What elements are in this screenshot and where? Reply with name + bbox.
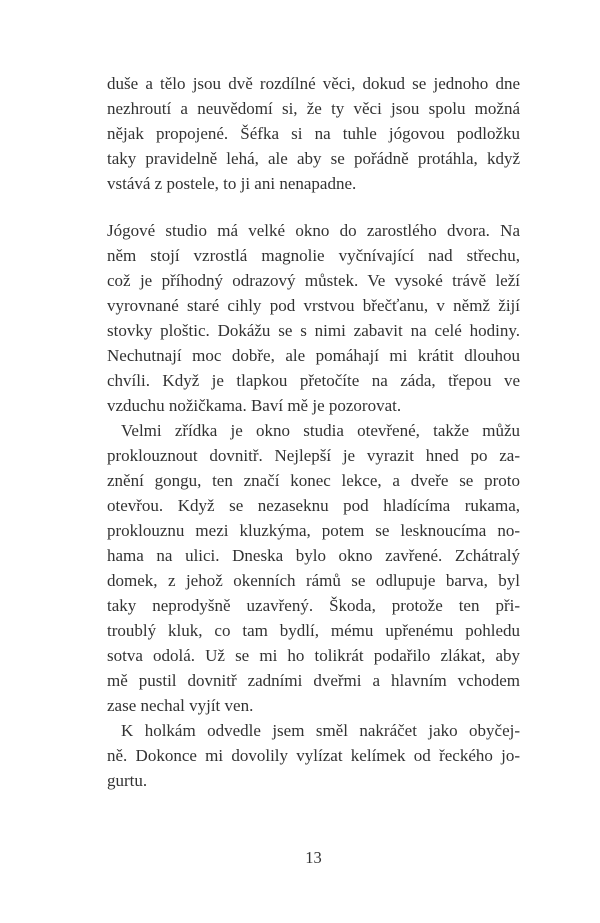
text-line: vstává z postele, to ji ani nenapadne.: [107, 174, 357, 193]
text-line: K holkám odvedle jsem směl nakráčet jako obyčej-: [121, 721, 520, 740]
text-line: nezhroutí a neuvědomí si, že ty věci jsou spolu možná: [107, 99, 520, 118]
text-line: Nechutnají moc dobře, ale pomáhají mi krátit dlouhou: [107, 346, 520, 365]
text-line: gurtu.: [107, 771, 148, 790]
page-number: 13: [305, 848, 322, 867]
text-line: stovky ploštic. Dokážu se s nimi zabavit na celé hodiny.: [107, 321, 520, 340]
text-line: duše a tělo jsou dvě rozdílné věci, dokud se jednoho dne: [107, 74, 520, 93]
text-line: taky pravidelně lehá, ale aby se pořádně protáhla, když: [107, 149, 520, 168]
text-line: proklouznout dovnitř. Nejlepší je vyrazit hned po za-: [107, 446, 520, 465]
text-line: zase nechal vyjít ven.: [107, 696, 254, 715]
text-line: hama na ulici. Dneska bylo okno zavřené. Zchátralý: [107, 546, 520, 565]
text-line: domek, z jehož okenních rámů se odlupuje barva, byl: [107, 571, 520, 590]
paragraph: [107, 418, 520, 718]
text-line: troublý kluk, co tam bydlí, mému upřenému pohledu: [107, 621, 520, 640]
paragraph: [107, 218, 520, 418]
text-line: sotva odolá. Už se mi ho tolikrát podařilo zlákat, aby: [107, 646, 520, 665]
text-line: což je příhodný odrazový můstek. Ve vysoké trávě leží: [107, 271, 520, 290]
text-line: proklouznu mezi kluzkýma, potem se lesknoucíma no-: [107, 521, 520, 540]
text-line: chvíli. Když je tlapkou přetočíte na záda, třepou ve: [107, 371, 520, 390]
text-line: taky neprodyšně uzavřený. Škoda, protože ten při-: [107, 596, 520, 615]
text-line: nějak propojené. Šéfka si na tuhle jógovou podložku: [107, 124, 520, 143]
text-line: otevřou. Když se nezaseknu pod hladícíma rukama,: [107, 496, 520, 515]
text-line: něm stojí vzrostlá magnolie vyčnívající nad střechu,: [107, 246, 520, 265]
paragraph: [107, 718, 520, 793]
paragraph: [107, 71, 520, 196]
text-line: mě pustil dovnitř zadními dveřmi a hlavním vchodem: [107, 671, 520, 690]
text-line: vyrovnané staré cihly pod vrstvou břečťanu, v němž žijí: [107, 296, 520, 315]
text-line: vzduchu nožičkama. Baví mě je pozorovat.: [107, 396, 402, 415]
text-line: ně. Dokonce mi dovolily vylízat kelímek od řeckého jo-: [107, 746, 520, 765]
text-block: [107, 71, 520, 793]
text-line: znění gongu, ten značí konec lekce, a dveře se proto: [107, 471, 520, 490]
text-line: Jógové studio má velké okno do zarostlého dvora. Na: [107, 221, 520, 240]
text-line: Velmi zřídka je okno studia otevřené, takže můžu: [121, 421, 520, 440]
